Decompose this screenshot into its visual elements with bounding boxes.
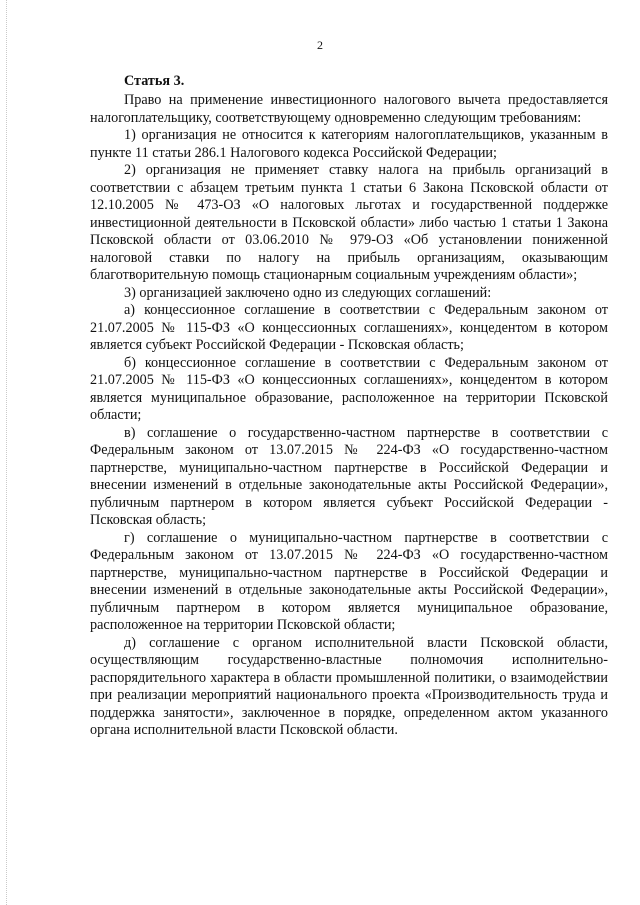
paragraph-subitem-v: в) соглашение о государственно-частном партнерстве в соответствии с Федеральным законом от 13.07.2015 № 224-ФЗ «О государственно-частном партнерстве, муниципально-частном партнерстве в Российской Федерации и внесении изменений в отдельные законодательные акты Российской Федерации», публичным партнером в котором является субъект Российской Федерации - Псковская область;	[90, 424, 608, 528]
paragraph-subitem-d: д) соглашение с органом исполнительной власти Псковской области, осуществляющим государственно-властные полномочия исполнительно-распорядительного характера в области промышленной политики, о взаимодействии при реализации мероприятий национального проекта «Производительность труда и поддержка занятости», заключенное в порядке, определенном актом указанного органа исполнительной власти Псковской области.	[90, 634, 608, 738]
paragraph-subitem-g: г) соглашение о муниципально-частном партнерстве в соответствии с Федеральным законом от 13.07.2015 № 224-ФЗ «О государственно-частном партнерстве, муниципально-частном партнерстве в Российской Федерации и внесении изменений в отдельные законодательные акты Российской Федерации», публичным партнером в котором является муниципальное образование, расположенное на территории Псковской области;	[90, 529, 608, 633]
paragraph-subitem-a: а) концессионное соглашение в соответствии с Федеральным законом от 21.07.2005 № 115-ФЗ «О концессионных соглашениях», концедентом в котором является субъект Российской Федерации - Псковская область;	[90, 302, 608, 353]
paragraph-item-3: 3) организацией заключено одно из следующих соглашений:	[124, 284, 492, 301]
paragraph-intro: Право на применение инвестиционного налогового вычета предоставляется налогоплательщику, соответствующему одновременно следующим требованиям:	[90, 92, 608, 126]
paragraph-subitem-b: б) концессионное соглашение в соответствии с Федеральным законом от 21.07.2005 № 115-ФЗ «О концессионных соглашениях», концедентом в котором является муниципальное образование, расположенное на территории Псковской области;	[90, 354, 608, 423]
article-body	[90, 71, 608, 740]
article-heading: Статья 3.	[124, 73, 185, 89]
paragraph-item-1: 1) организация не относится к категориям налогоплательщиков, указанным в пункте 11 статьи 286.1 Налогового кодекса Российской Федерации;	[90, 127, 608, 161]
page-number: 2	[317, 38, 323, 52]
paragraph-item-2: 2) организация не применяет ставку налога на прибыль организаций в соответствии с абзацем третьим пункта 1 статьи 6 Закона Псковской области от 12.10.2005 № 473-ОЗ «О налоговых льготах и государственной поддержке инвестиционной деятельности в Псковской области» либо частью 1 статьи 1 Закона Псковской области от 03.06.2010 № 979-ОЗ «Об установлении пониженной налоговой ставки по налогу на прибыль организациям, оказывающим благотворительную помощь стационарным социальным учреждениям области»;	[90, 162, 608, 283]
scan-edge-line	[6, 0, 7, 905]
